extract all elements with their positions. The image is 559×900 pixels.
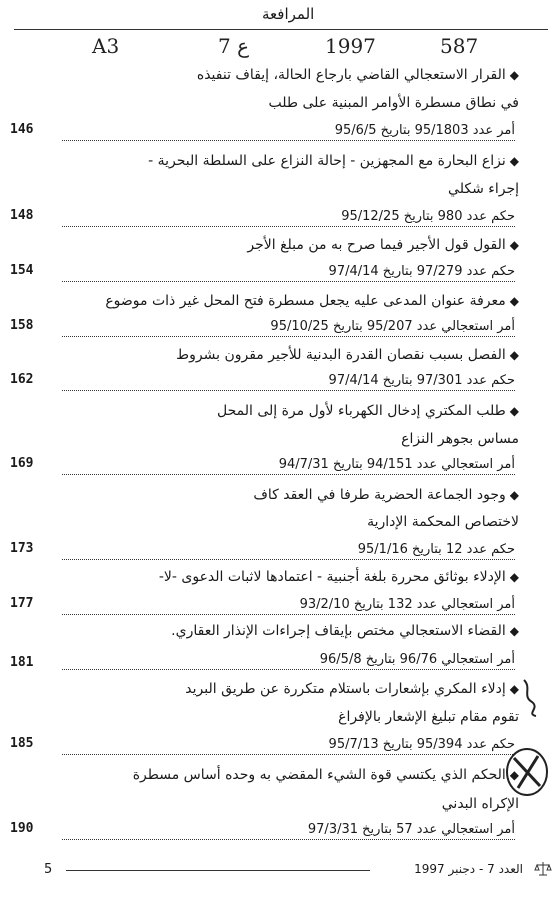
- diamond-bullet-icon: ◆: [509, 238, 519, 252]
- header-rule: [14, 29, 548, 30]
- entry-page-number: 185: [10, 736, 34, 751]
- diamond-bullet-icon: ◆: [509, 488, 519, 502]
- footer-rule: [66, 870, 370, 871]
- handwritten-year: 1997: [325, 34, 376, 58]
- diamond-bullet-icon: ◆: [509, 154, 519, 168]
- entry-page-number: 181: [10, 655, 34, 670]
- entry-line: ◆نزاع البحارة مع المجهزين - إحالة النزاع على السلطة البحرية -: [148, 153, 519, 169]
- entry-line: ◆القرار الاستعجالي القاضي بارجاع الحالة، إيقاف تنفيذه: [196, 67, 519, 83]
- entry-line: ◆القول قول الأجير فيما صرح به من مبلغ الأجر: [247, 237, 519, 253]
- entry-line: ◆الفصل بسبب نقصان القدرة البدنية للأجير مقرون بشروط: [176, 347, 519, 363]
- entry-line: تقوم مقام تبليغ الإشعار بالإفراغ: [338, 709, 519, 725]
- entry-line: الإكراه البدني: [441, 796, 519, 812]
- entry-line: ◆معرفة عنوان المدعى عليه يجعل مسطرة فتح المحل غير ذات موضوع: [105, 293, 519, 309]
- entry-page-number: 169: [10, 456, 34, 471]
- entry-page-number: 190: [10, 821, 34, 836]
- footer-page-number: 5: [44, 862, 53, 877]
- handwritten-code: A3: [92, 34, 120, 58]
- entry-reference: حكم عدد 95/394 بتاريخ 95/7/13: [62, 736, 515, 755]
- entry-reference: أمر استعجالي عدد 132 بتاريخ 93/2/10: [62, 596, 515, 615]
- diamond-bullet-icon: ◆: [509, 682, 519, 696]
- entry-page-number: 154: [10, 263, 34, 278]
- entry-line: ◆الحكم الذي يكتسي قوة الشيء المقضي به وحده أساس مسطرة: [132, 767, 519, 783]
- scales-logo-icon: [534, 861, 552, 877]
- diamond-bullet-icon: ◆: [509, 570, 519, 584]
- entry-reference: حكم عدد 980 بتاريخ 95/12/25: [62, 208, 515, 227]
- entry-page-number: 146: [10, 122, 34, 137]
- diamond-bullet-icon: ◆: [509, 404, 519, 418]
- entry-line: ◆إدلاء المكري بإشعارات باستلام متكررة عن طريق البريد: [185, 681, 519, 697]
- entry-page-number: 173: [10, 541, 34, 556]
- entry-page-number: 177: [10, 596, 34, 611]
- diamond-bullet-icon: ◆: [509, 68, 519, 82]
- entry-reference: حكم عدد 97/279 بتاريخ 97/4/14: [62, 263, 515, 282]
- entry-reference: أمر استعجالي عدد 95/207 بتاريخ 95/10/25: [62, 318, 515, 337]
- entry-reference: أمر استعجالي 96/76 بتاريخ 96/5/8: [62, 651, 515, 670]
- entry-reference: أمر عدد 95/1803 بتاريخ 95/6/5: [62, 122, 515, 141]
- entry-page-number: 158: [10, 318, 34, 333]
- entry-reference: أمر استعجالي عدد 57 بتاريخ 97/3/31: [62, 821, 515, 840]
- diamond-bullet-icon: ◆: [509, 348, 519, 362]
- entry-line: مساس بجوهر النزاع: [401, 431, 519, 447]
- entry-line: ◆وجود الجماعة الحضرية طرفا في العقد كاف: [253, 487, 519, 503]
- diamond-bullet-icon: ◆: [509, 294, 519, 308]
- handwritten-number: 587: [440, 34, 479, 58]
- entry-page-number: 162: [10, 372, 34, 387]
- entry-line: في نطاق مسطرة الأوامر المبنية على طلب: [268, 95, 519, 111]
- handwritten-circle-mark: [500, 740, 554, 800]
- handwritten-issue: 7 ع: [218, 34, 250, 58]
- footer-issue: العدد 7 - دجنبر 1997: [414, 862, 523, 876]
- entry-reference: أمر استعجالي عدد 94/151 بتاريخ 94/7/31: [62, 456, 515, 475]
- entry-line: لاختصاص المحكمة الإدارية: [367, 514, 519, 530]
- header-title: المرافعة: [262, 5, 315, 23]
- diamond-bullet-icon: ◆: [509, 624, 519, 638]
- diamond-bullet-icon: ◆: [509, 768, 519, 782]
- entry-reference: حكم عدد 97/301 بتاريخ 97/4/14: [62, 372, 515, 391]
- handwritten-check-mark: [518, 674, 546, 718]
- entry-page-number: 148: [10, 208, 34, 223]
- entry-reference: حكم عدد 12 بتاريخ 95/1/16: [62, 541, 515, 560]
- entry-line: ◆القضاء الاستعجالي مختص بإيقاف إجراءات الإنذار العقاري.: [171, 623, 519, 639]
- entry-line: ◆طلب المكتري إدخال الكهرباء لأول مرة إلى المحل: [216, 403, 519, 419]
- entry-line: ◆الإدلاء بوثائق محررة بلغة أجنبية - اعتمادها لاثبات الدعوى -لا-: [158, 569, 519, 585]
- entry-line: إجراء شكلي: [448, 181, 519, 197]
